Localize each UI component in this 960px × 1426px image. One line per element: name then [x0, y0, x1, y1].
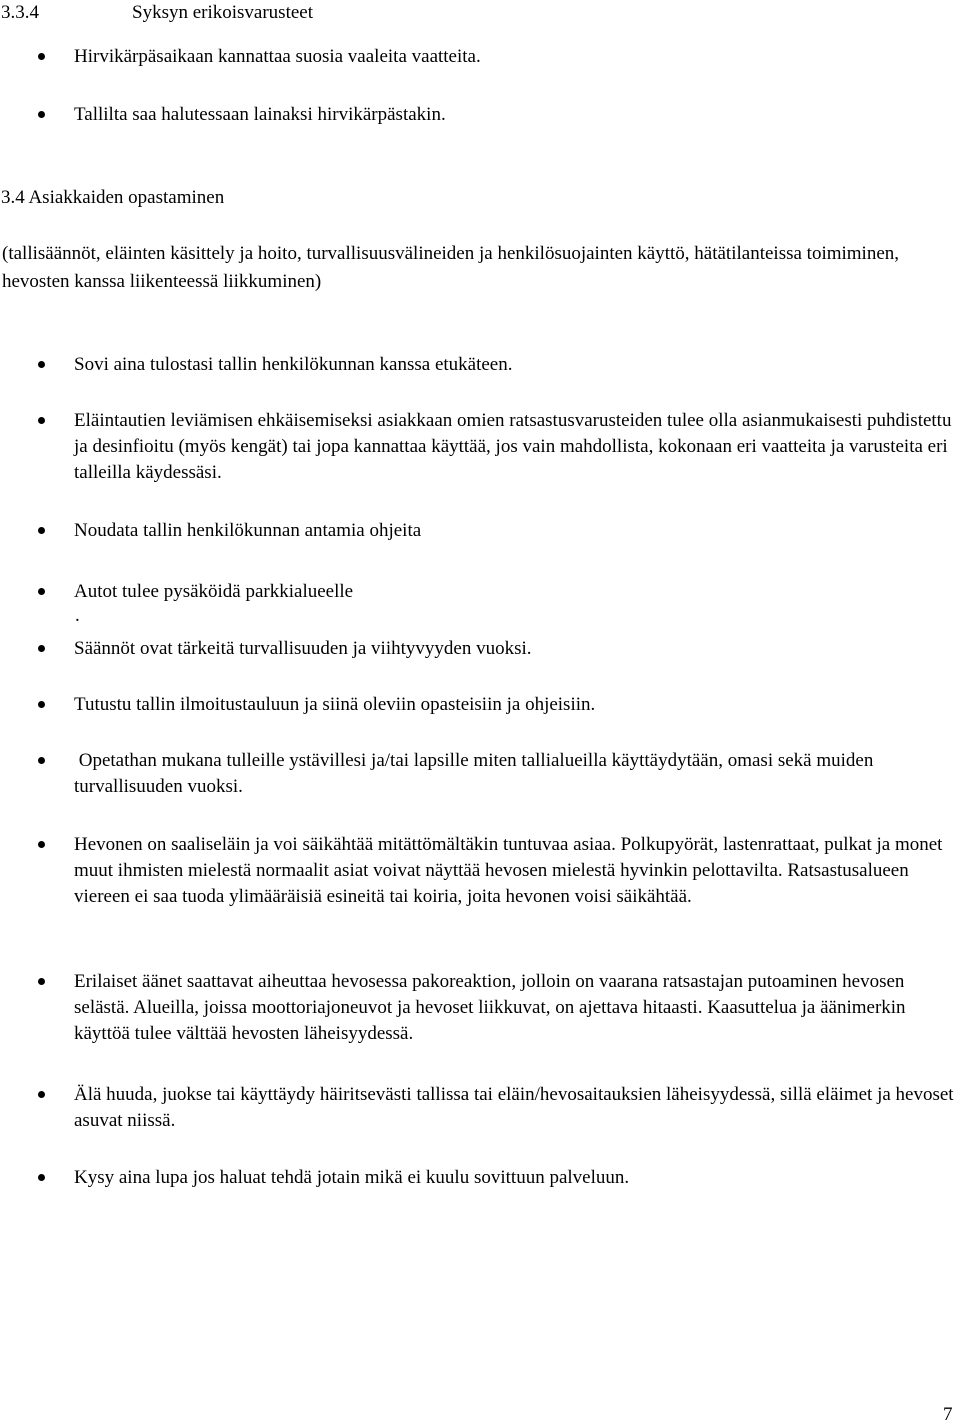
bullet-icon [38, 527, 45, 534]
bullet-icon [38, 53, 45, 60]
page-number: 7 [943, 1404, 953, 1425]
stray-period: . [75, 605, 80, 626]
bullet-icon [38, 1174, 45, 1181]
bullet-icon [38, 841, 45, 848]
section-title: Syksyn erikoisvarusteet [132, 2, 314, 23]
bullet-icon [38, 701, 45, 708]
list-item-text: Sovi aina tulostasi tallin henkilökunnan kanssa etukäteen. [74, 354, 513, 375]
list-item-text: Säännöt ovat tärkeitä turvallisuuden ja viihtyvyyden vuoksi. [74, 638, 532, 659]
section-number: 3.3.4 [1, 2, 39, 23]
list-item-text: Kysy aina lupa jos haluat tehdä jotain mikä ei kuulu sovittuun palveluun. [74, 1167, 630, 1188]
list-item-text: Hirvikärpäsaikaan kannattaa suosia vaaleita vaatteita. [74, 46, 481, 67]
bullet-icon [38, 111, 45, 118]
list-item-text: Hevonen on saaliseläin ja voi säikähtää mitättömältäkin tuntuvaa asiaa. Polkupyörät, lastenrattaat, pulkat ja monet muut ihmisten mielestä normaalit asiat voivat näyttää hevosen mielestä hyvinkin pelottavilta. Ratsastusalueen viereen ei saa tuoda ylimääräisiä esineitä tai koiria, joita hevonen voisi säikähtää. [74, 834, 943, 907]
list-item-text: Eläintautien leviämisen ehkäisemiseksi asiakkaan omien ratsastusvarusteiden tulee olla asianmukaisesti puhdistettu ja desinfioitu (myös kengät) tai jopa kannattaa käyttää, jos vain mahdollista, kokonaan eri vaatteita ja varusteita eri talleilla käydessäsi. [74, 410, 952, 483]
bullet-icon [38, 1091, 45, 1098]
list-item-text: Noudata tallin henkilökunnan antamia ohjeita [74, 520, 422, 541]
bullet-icon [38, 757, 45, 764]
list-item-text: Erilaiset äänet saattavat aiheuttaa hevosessa pakoreaktion, jolloin on vaarana ratsastajan putoaminen hevosen selästä. Alueilla, joissa moottoriajoneuvot ja hevoset liikkuvat, on ajettava hitaasti. Kaasuttelua ja äänimerkin käyttöä tulee välttää hevosten läheisyydessä. [74, 971, 906, 1044]
list-item-text: Tallilta saa halutessaan lainaksi hirvikärpästakin. [74, 104, 446, 125]
list-item-text: Tutustu tallin ilmoitustauluun ja siinä oleviin opasteisiin ja ohjeisiin. [74, 694, 596, 715]
bullet-icon [38, 361, 45, 368]
bullet-icon [38, 978, 45, 985]
bullet-icon [38, 417, 45, 424]
list-item-text: Opetathan mukana tulleille ystävillesi ja/tai lapsille miten tallialueilla käyttäydytään, omasi sekä muiden turvallisuuden vuoksi. [74, 750, 879, 797]
list-item-text: Autot tulee pysäköidä parkkialueelle [74, 581, 354, 602]
bullet-icon [38, 588, 45, 595]
bullet-icon [38, 645, 45, 652]
section-heading-3-3-4 [1, 0, 313, 26]
section-intro: (tallisäännöt, eläinten käsittely ja hoito, turvallisuusvälineiden ja henkilösuojainten käyttö, hätätilanteissa toimiminen, hevosten kanssa liikenteessä liikkuminen) [2, 243, 900, 292]
list-item-text: Älä huuda, juokse tai käyttäydy häiritsevästi tallissa tai eläin/hevosaitauksien läheisyydessä, sillä eläimet ja hevoset asuvat niissä. [74, 1084, 954, 1131]
section-heading-3-4: 3.4 Asiakkaiden opastaminen [1, 187, 225, 208]
